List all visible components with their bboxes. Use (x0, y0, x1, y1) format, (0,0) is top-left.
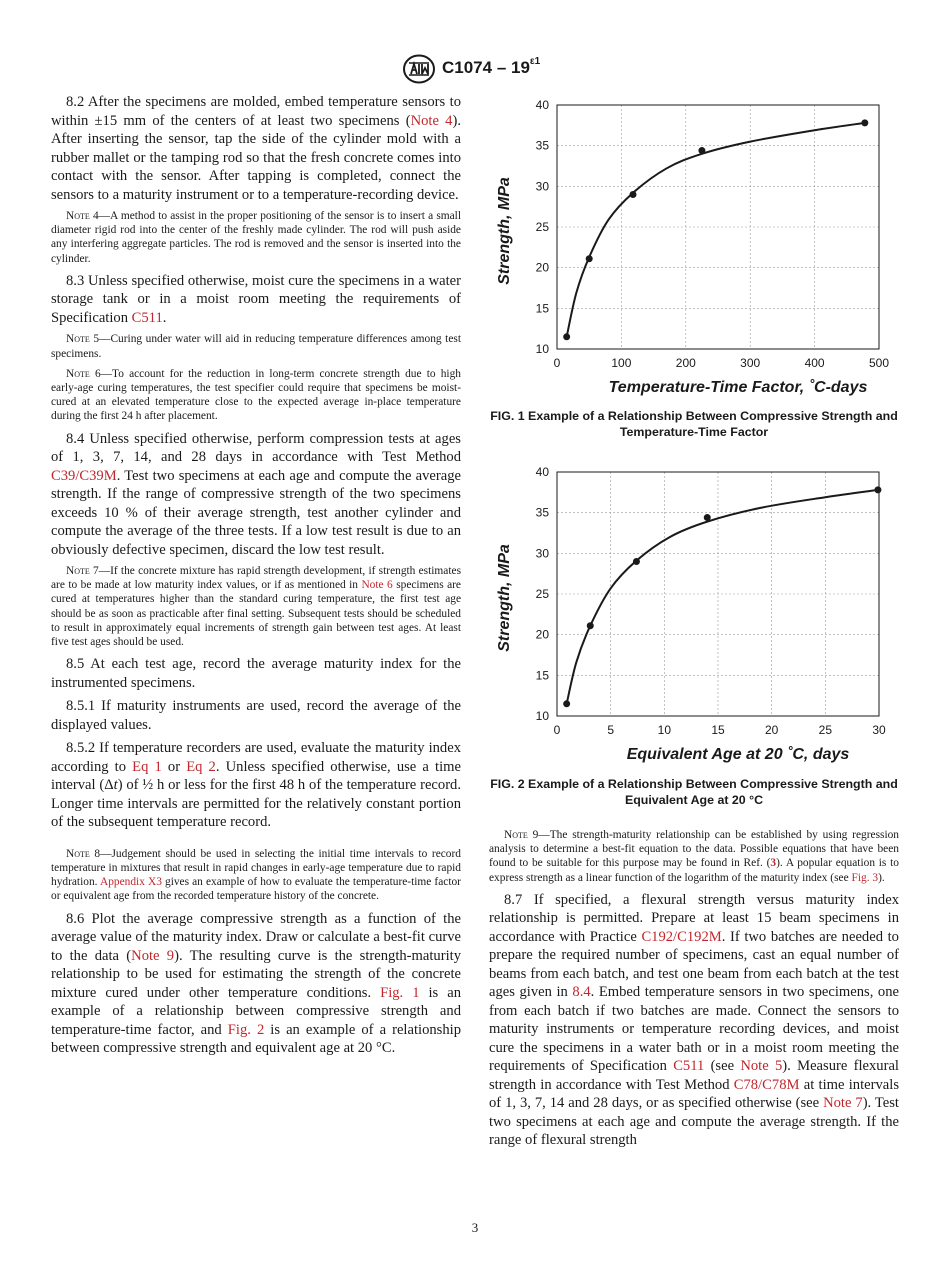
y-tick-label: 30 (535, 546, 549, 561)
y-tick-label: 35 (535, 505, 549, 520)
y-tick-label: 25 (535, 220, 549, 234)
y-tick-label: 30 (535, 179, 549, 194)
y-tick-label: 20 (535, 627, 549, 642)
x-tick-label: 200 (675, 356, 696, 370)
fig-1-link[interactable]: Fig. 1 (380, 984, 420, 1001)
x-tick-label: 25 (818, 723, 833, 737)
y-tick-label: 35 (535, 138, 549, 153)
c39-link[interactable]: C39/C39M (51, 467, 117, 484)
note-8: Note 8—Judgement should be used in selecting the initial time intervals to record temperature in mixtures that result in rapid changes in early-age temperature due to rapid hydration. Appendix X3 gives an example of how to evaluate the temperature-time factor or equivalent age from the recorded temperature history of the concrete. (51, 847, 461, 903)
y-tick-label: 10 (535, 342, 549, 356)
section-8-6: 8.6 Plot the average compressive strength as a function of the average value of the maturity index. Draw or calculate a best-fit curve to the data (Note 9). The resulting curve is the strength-maturity relationship to be used for estimating the strength of the concrete mixture cured under other temperature conditions. Fig. 1 is an example of a relationship between compressive strength and temperature-time factor, and Fig. 2 is an example of a relationship between compressive strength and equivalent age at 20 °C. (51, 910, 461, 1057)
data-point (586, 255, 593, 262)
appendix-x3-link[interactable]: Appendix X3 (99, 876, 162, 889)
x-tick-label: 400 (804, 356, 825, 370)
section-8-4-link[interactable]: 8.4 (572, 984, 591, 1001)
y-tick-label: 15 (535, 668, 549, 683)
note-5: Note 5—Curing under water will aid in reducing temperature differences among test specimens. (51, 333, 461, 360)
figure-1-chart (489, 95, 909, 407)
note-9-link[interactable]: Note 9 (131, 947, 175, 964)
left-column (51, 93, 461, 1063)
section-8-3: 8.3 Unless specified otherwise, moist cure the specimens in a water storage tank or in a moist room meeting the requirements of Specification C511. (51, 272, 461, 326)
data-point (633, 558, 640, 565)
figure-2-caption: FIG. 2 Example of a Relationship Between Compressive Strength and Equivalent Age at 20 °C (490, 777, 898, 807)
note-9: Note 9—The strength-maturity relationship can be established by using regression analysis to determine a best-fit equation to the data. Possible equations that have been found to be suitable for this purpose may be found in Ref. (3). A popular equation is to express strength as a linear function of the logarithm of the maturity index (see Fig. 3). (489, 829, 899, 884)
x-tick-label: 30 (872, 723, 886, 737)
figure-2-chart (489, 462, 909, 774)
x-tick-label: 0 (553, 723, 561, 737)
y-tick-label: 20 (535, 260, 549, 275)
c192-link[interactable]: C192/C192M (641, 928, 722, 945)
note-7-link[interactable]: Note 7 (823, 1095, 863, 1112)
note-6-link[interactable]: Note 6 (361, 579, 393, 592)
y-tick-label: 40 (535, 98, 549, 112)
x-tick-label: 15 (711, 723, 725, 737)
note-4-link[interactable]: Note 4 (410, 112, 453, 129)
c511-link-2[interactable]: C511 (673, 1058, 705, 1075)
x-tick-label: 500 (868, 356, 890, 370)
x-tick-label: 5 (607, 723, 615, 737)
data-point (874, 486, 881, 493)
c511-link[interactable]: C511 (131, 309, 163, 326)
standard-designation: $C1074 - 19^{\varepsilon 1}$ (442, 56, 541, 77)
fig-2-link[interactable]: Fig. 2 (227, 1021, 265, 1038)
ref-3-link[interactable]: 3 (770, 857, 777, 870)
x-tick-label: 100 (611, 356, 632, 370)
astm-logo (402, 54, 436, 84)
data-point (698, 147, 705, 154)
y-tick-label: 25 (535, 587, 549, 601)
x-tick-label: 10 (657, 723, 672, 737)
eq-2-link[interactable]: Eq 2 (186, 758, 216, 775)
section-8-5-2: 8.5.2 If temperature recorders are used, evaluate the maturity index according to Eq 1 or Eq 2. Unless specified otherwise, use a time interval (Δt) of ½ h or less for the first 48 h of the temperature record. Longer time intervals are permitted for the relatively constant portion of the subsequent temperature record. (51, 740, 462, 831)
y-axis-title: Strength, MPa (496, 544, 513, 652)
x-tick-label: 20 (764, 723, 779, 737)
figure-1-caption: FIG. 1 Example of a Relationship Between Compressive Strength and Temperature-Time Factor (490, 409, 898, 439)
right-column (489, 828, 899, 1155)
page-number: 3 (471, 1220, 479, 1235)
y-axis-title: Strength, MPa (496, 177, 513, 285)
section-8-5-1: 8.5.1 If maturity instruments are used, record the average of the displayed values. (51, 698, 461, 733)
section-8-5: 8.5 At each test age, record the average maturity index for the instrumented specimens. (51, 656, 461, 691)
data-point (563, 333, 570, 340)
data-point (861, 119, 868, 126)
data-point (587, 622, 594, 629)
data-point (704, 514, 711, 521)
data-point (629, 191, 636, 198)
y-tick-label: 15 (535, 301, 549, 316)
data-point (563, 700, 570, 707)
y-tick-label: 40 (535, 465, 549, 479)
best-fit-curve (567, 490, 878, 704)
note-5-link[interactable]: Note 5 (740, 1058, 783, 1075)
x-axis-title: Equivalent Age at 20 ˚C, days (626, 746, 850, 763)
c78-link[interactable]: C78/C78M (733, 1076, 800, 1093)
note-7: Note 7—If the concrete mixture has rapid strength development, if strength estimates are to be made at low maturity index values, or if as mentioned in Note 6 specimens are cured at temperatures higher than the standard curing temperature, the first test age should be as soon as practicable after final setting. Subsequent tests should be scheduled to result in approximately equal increments of strength gain between test ages. At least five test ages should be used. (51, 565, 461, 649)
x-tick-label: 0 (553, 356, 561, 370)
section-8-4: 8.4 Unless specified otherwise, perform compression tests at ages of 1, 3, 7, 14, and 28 days in accordance with Test Method C39/C39M. Test two specimens at each age and compute the average strength. If the range of compressive strength of the two specimens exceeds 10 % of their average strength, test another cylinder and compute the average of the three tests. If a low test result is due to an obviously defective specimen, discard the low test result. (51, 430, 461, 558)
section-8-7: 8.7 If specified, a flexural strength versus maturity index relationship is permitted. Prepare at least 15 beam specimens in accordance with Practice C192/C192M. If two batches are needed to prepare the required number of specimens, cast an equal number of beams from each batch, and test one beam from each batch at the test ages given in 8.4. Embed temperature sensors in two specimens, one from each batch if two batches are made. Connect the sensors to maturity instruments or temperature recording devices, and moist cure the specimens in a water bath or in a moist room meeting the requirements of Specification C511 (see Note 5). Measure flexural strength in accordance with Test Method C78/C78M at time intervals of 1, 3, 7, 14 and 28 days, or as specified otherwise (see Note 7). Test two specimens at each age and compute the average strength. If the range of flexural strength (489, 891, 899, 1149)
section-8-2: 8.2 After the specimens are molded, embed temperature sensors to within ±15 mm of the centers of at least two specimens (Note 4). After inserting the sensor, tap the side of the cylinder mold with a rubber mallet or the tamping rod so that the fresh concrete comes into contact with the sensor. After tapping is completed, connect the sensors to a maturity instrument or to a temperature-recording device. (51, 94, 461, 203)
page-header (0, 54, 950, 84)
x-tick-label: 300 (740, 356, 761, 370)
y-tick-label: 10 (535, 709, 549, 723)
x-axis-title: Temperature-Time Factor, ˚C-days (608, 379, 868, 396)
best-fit-curve (567, 123, 865, 337)
note-4: Note 4—A method to assist in the proper positioning of the sensor is to insert a small diameter rigid rod into the center of the freshly made cylinder. The rod will push aside any interfering aggregate particles. The rod is removed and the sensor is inserted into the cylinder. (51, 210, 461, 265)
fig-3-link[interactable]: Fig. 3 (851, 871, 879, 884)
note-6: Note 6—To account for the reduction in long-term concrete strength due to high early-age curing temperatures, the test specifier could require that specimens be moist-cured at an elevated temperature close to the expected average in-place temperature during the first 24 h after placement. (51, 367, 461, 423)
eq-1-link[interactable]: Eq 1 (132, 758, 162, 775)
